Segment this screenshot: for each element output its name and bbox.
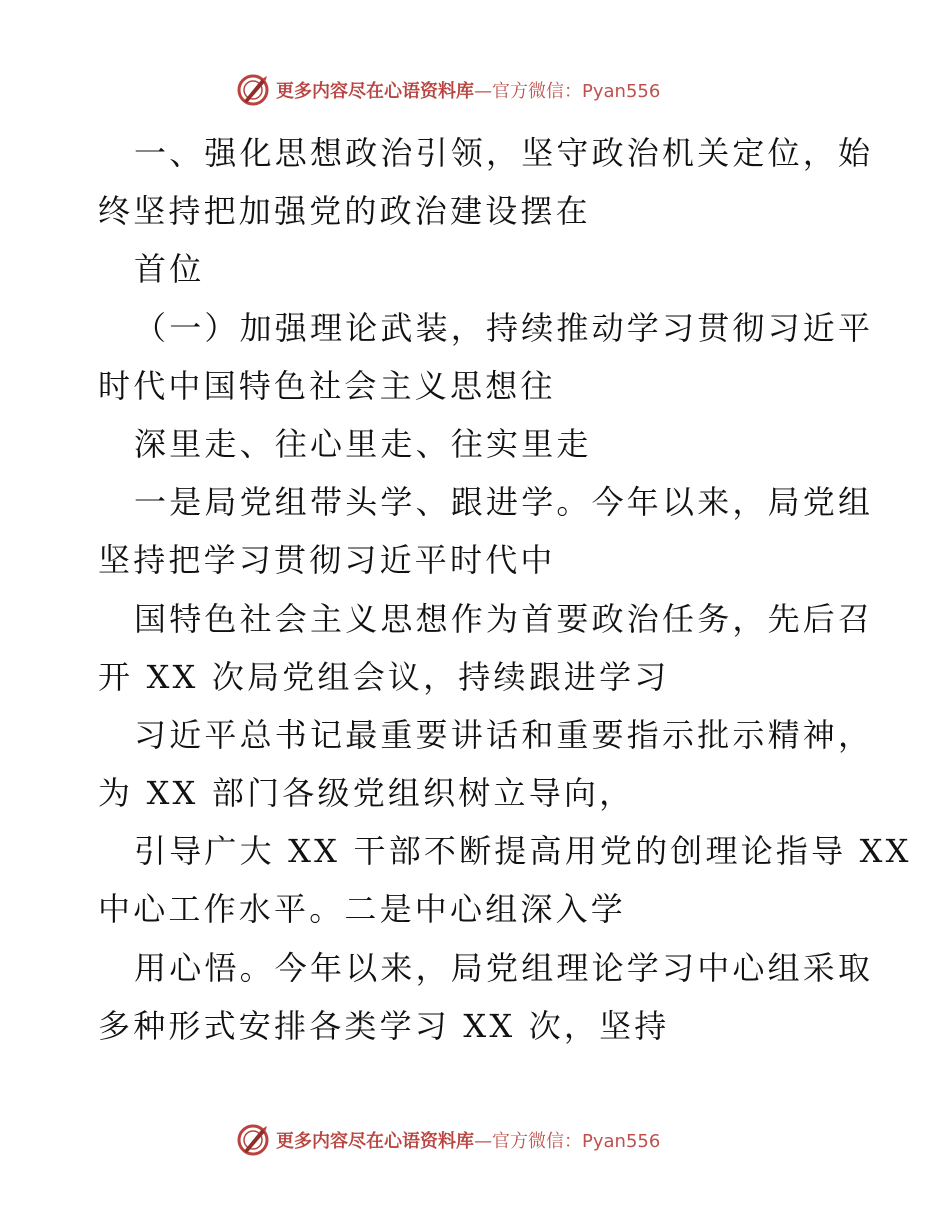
text-line: 首位 xyxy=(134,250,205,289)
watermark-sub-text: —官方微信：Pyan556 xyxy=(474,1131,661,1152)
watermark-main-text: 更多内容尽在心语资料库 xyxy=(276,81,474,102)
text-line: 用心悟。今年以来，局党组理论学习中心组采取 xyxy=(134,948,874,987)
text-line: 多种形式安排各类学习 XX 次，坚持 xyxy=(98,1006,670,1045)
text-line: 为 XX 部门各级党组织树立导向， xyxy=(98,774,635,813)
text-line: 终坚持把加强党的政治建设摆在 xyxy=(98,192,591,231)
text-line: 坚持把学习贯彻习近平时代中 xyxy=(98,541,556,580)
text-line: 中心工作水平。二是中心组深入学 xyxy=(98,890,627,929)
text-line: 深里走、往心里走、往实里走 xyxy=(134,424,592,463)
text-line: 习近平总书记最重要讲话和重要指示批示精神， xyxy=(134,715,874,754)
text-line: 一是局党组带头学、跟进学。今年以来，局党组 xyxy=(134,483,874,522)
quill-seal-logo-icon xyxy=(236,73,270,107)
text-line: 开 XX 次局党组会议，持续跟进学习 xyxy=(98,657,670,696)
text-line: 国特色社会主义思想作为首要政治任务，先后召 xyxy=(134,599,874,638)
document-body xyxy=(98,124,912,1055)
watermark-sub-text: —官方微信：Pyan556 xyxy=(474,81,661,102)
text-line: 一、强化思想政治引领，坚守政治机关定位，始 xyxy=(134,134,874,172)
watermark-main-text: 更多内容尽在心语资料库 xyxy=(276,1131,474,1152)
quill-seal-logo-icon xyxy=(236,1123,270,1157)
footer-watermark xyxy=(236,1122,660,1158)
text-line: （一）加强理论武装，持续推动学习贯彻习近平 xyxy=(134,308,874,347)
text-line: 引导广大 XX 干部不断提高用党的创理论指导 XX xyxy=(134,832,912,871)
header-watermark xyxy=(236,72,660,108)
text-line: 时代中国特色社会主义思想往 xyxy=(98,366,556,405)
